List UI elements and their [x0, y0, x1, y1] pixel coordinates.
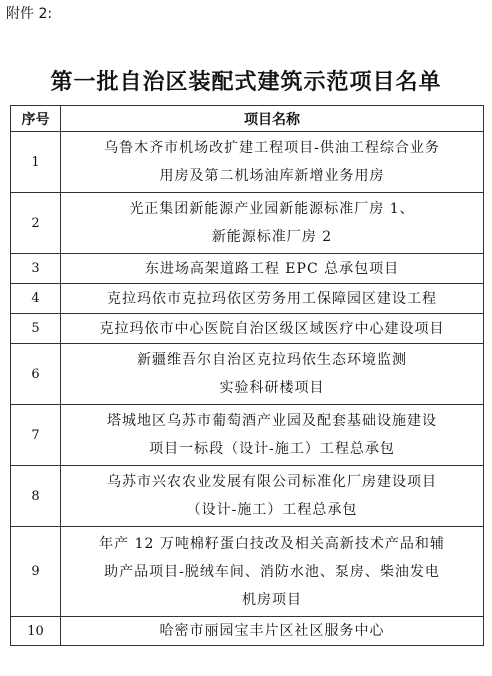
project-list-table — [10, 105, 484, 646]
row-number: 4 — [11, 284, 61, 314]
project-name-line: 克拉玛依市中心医院自治区级区域医疗中心建设项目 — [99, 320, 445, 337]
row-number: 1 — [11, 132, 61, 193]
table-row — [11, 466, 484, 527]
table-row — [11, 284, 484, 314]
header-serial-number: 序号 — [11, 106, 61, 132]
row-number: 3 — [11, 254, 61, 284]
project-name-line: 塔城地区乌苏市葡萄酒产业园及配套基础设施建设 — [107, 413, 437, 429]
row-number: 5 — [11, 314, 61, 344]
row-number: 9 — [11, 527, 61, 617]
table-row — [11, 132, 484, 193]
project-name-line: 光正集团新能源产业园新能源标准厂房 1、 — [129, 201, 415, 217]
project-name-line: 乌苏市兴农农业发展有限公司标准化厂房建设项目 — [107, 474, 437, 490]
project-name-line: 克拉玛依市克拉玛依区劳务用工保障园区建设工程 — [107, 290, 437, 307]
project-name-line: 助产品项目-脱绒车间、消防水池、泵房、柴油发电 — [104, 563, 440, 580]
row-number: 2 — [11, 193, 61, 254]
table-row — [11, 405, 484, 466]
project-name-line: 实验科研楼项目 — [219, 380, 325, 396]
project-name-line: 用房及第二机场油库新增业务用房 — [159, 168, 385, 184]
project-name-cell — [61, 466, 484, 527]
table-row — [11, 527, 484, 617]
project-name-cell — [61, 284, 484, 314]
project-name-line: 新疆维吾尔自治区克拉玛依生态环境监测 — [137, 352, 407, 368]
row-number: 7 — [11, 405, 61, 466]
project-name-cell — [61, 314, 484, 344]
table-row — [11, 314, 484, 344]
row-number: 8 — [11, 466, 61, 527]
table-row — [11, 193, 484, 254]
project-name-cell — [61, 193, 484, 254]
project-name-line: （设计-施工）工程总承包 — [186, 502, 358, 518]
project-name-cell — [61, 405, 484, 466]
project-name-line: 乌鲁木齐市机场改扩建工程项目-供油工程综合业务 — [104, 140, 440, 156]
header-project-name: 项目名称 — [61, 106, 484, 132]
row-number: 6 — [11, 344, 61, 405]
project-name-cell — [61, 617, 484, 646]
project-name-line: 新能源标准厂房 2 — [211, 229, 333, 245]
table-row — [11, 254, 484, 284]
project-name-line: 哈密市丽园宝丰片区社区服务中心 — [159, 623, 385, 639]
project-name-cell — [61, 132, 484, 193]
project-name-line: 项目一标段（设计-施工）工程总承包 — [149, 441, 395, 457]
project-name-line: 机房项目 — [242, 591, 302, 608]
attachment-label: 附件 2: — [6, 6, 53, 22]
project-name-cell — [61, 527, 484, 617]
project-name-cell — [61, 254, 484, 284]
document-title: 第一批自治区装配式建筑示范项目名单 — [50, 70, 442, 95]
table-row — [11, 344, 484, 405]
project-name-cell — [61, 344, 484, 405]
table-row — [11, 617, 484, 646]
table-header-row — [11, 106, 484, 132]
project-name-line: 年产 12 万吨棉籽蛋白技改及相关高新技术产品和辅 — [99, 535, 445, 552]
project-name-line: 东进场高架道路工程 EPC 总承包项目 — [144, 260, 400, 277]
row-number: 10 — [11, 617, 61, 646]
